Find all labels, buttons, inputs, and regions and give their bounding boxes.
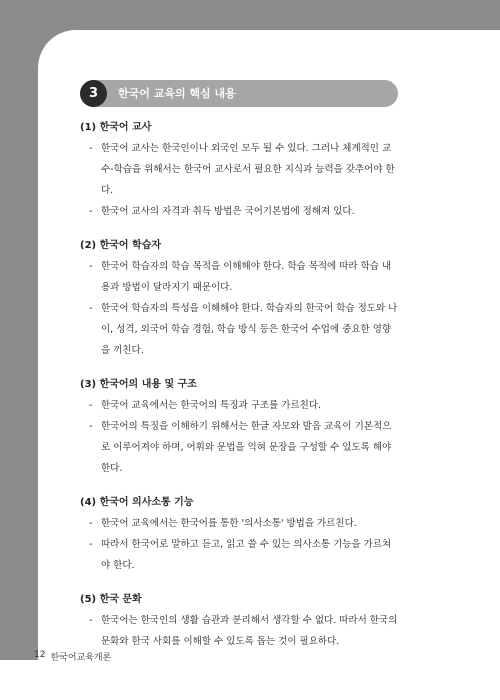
- page-number: 12: [34, 650, 46, 660]
- subsection-heading: (3) 한국어의 내용 및 구조: [80, 379, 197, 390]
- list-item: - 한국어의 특징을 이해하기 위해서는 한글 자모와 발음 교육이 기본적으로 이루어져야 하며, 어휘와 문법을 익혀 문장을 구성할 수 있도록 해야 한다.: [89, 421, 392, 474]
- list-item: - 한국어 학습자의 학습 목적을 이해해야 한다. 학습 목적에 따라 학습 내용과 방법이 달라지기 때문이다.: [89, 261, 392, 293]
- list-item: - 한국어 교사는 한국인이나 외국인 모두 될 수 있다. 그러나 체계적인 교수-학습을 위해서는 한국어 교사로서 필요한 지식과 능력을 갖추어야 한다.: [89, 143, 395, 196]
- list-item: - 한국어 교육에서는 한국어를 통한 '의사소통' 방법을 가르친다.: [89, 518, 357, 529]
- list-item: - 따라서 한국어로 말하고 듣고, 읽고 쓸 수 있는 의사소통 기능을 가르쳐야 한다.: [89, 539, 392, 571]
- footer-bar: [0, 660, 500, 700]
- list-item: - 한국어 교사의 자격과 취득 방법은 국어기본법에 정해져 있다.: [89, 206, 355, 217]
- list-item: - 한국어는 한국인의 생활 습관과 분리해서 생각할 수 없다. 따라서 한국의 문화와 한국 사회를 이해할 수 있도록 돕는 것이 필요하다.: [89, 615, 398, 647]
- subsection-heading: (2) 한국어 학습자: [80, 240, 162, 251]
- content-body: [80, 118, 398, 666]
- content-group-2: [80, 236, 398, 361]
- content-group-3: [80, 375, 398, 479]
- list-item: - 한국어 교육에서는 한국어의 특징과 구조를 가르친다.: [89, 400, 322, 411]
- book-title: 한국어교육개론: [50, 653, 112, 663]
- content-group-4: [80, 493, 398, 576]
- subsection-heading: (4) 한국어 의사소통 기능: [80, 497, 194, 508]
- section-number-badge: 3: [80, 80, 107, 107]
- section-title: 한국어 교육의 핵심 내용: [118, 87, 236, 100]
- content-group-1: [80, 118, 398, 222]
- page-footer: [34, 650, 111, 663]
- subsection-heading: (1) 한국어 교사: [80, 122, 152, 133]
- content-group-5: [80, 590, 398, 652]
- subsection-heading: (5) 한국 문화: [80, 594, 142, 605]
- list-item: - 한국어 학습자의 특성을 이해해야 한다. 학습자의 한국어 학습 정도와 나이, 성격, 외국어 학습 경험, 학습 방식 등은 한국어 수업에 중요한 영향을 끼친다.: [89, 303, 398, 356]
